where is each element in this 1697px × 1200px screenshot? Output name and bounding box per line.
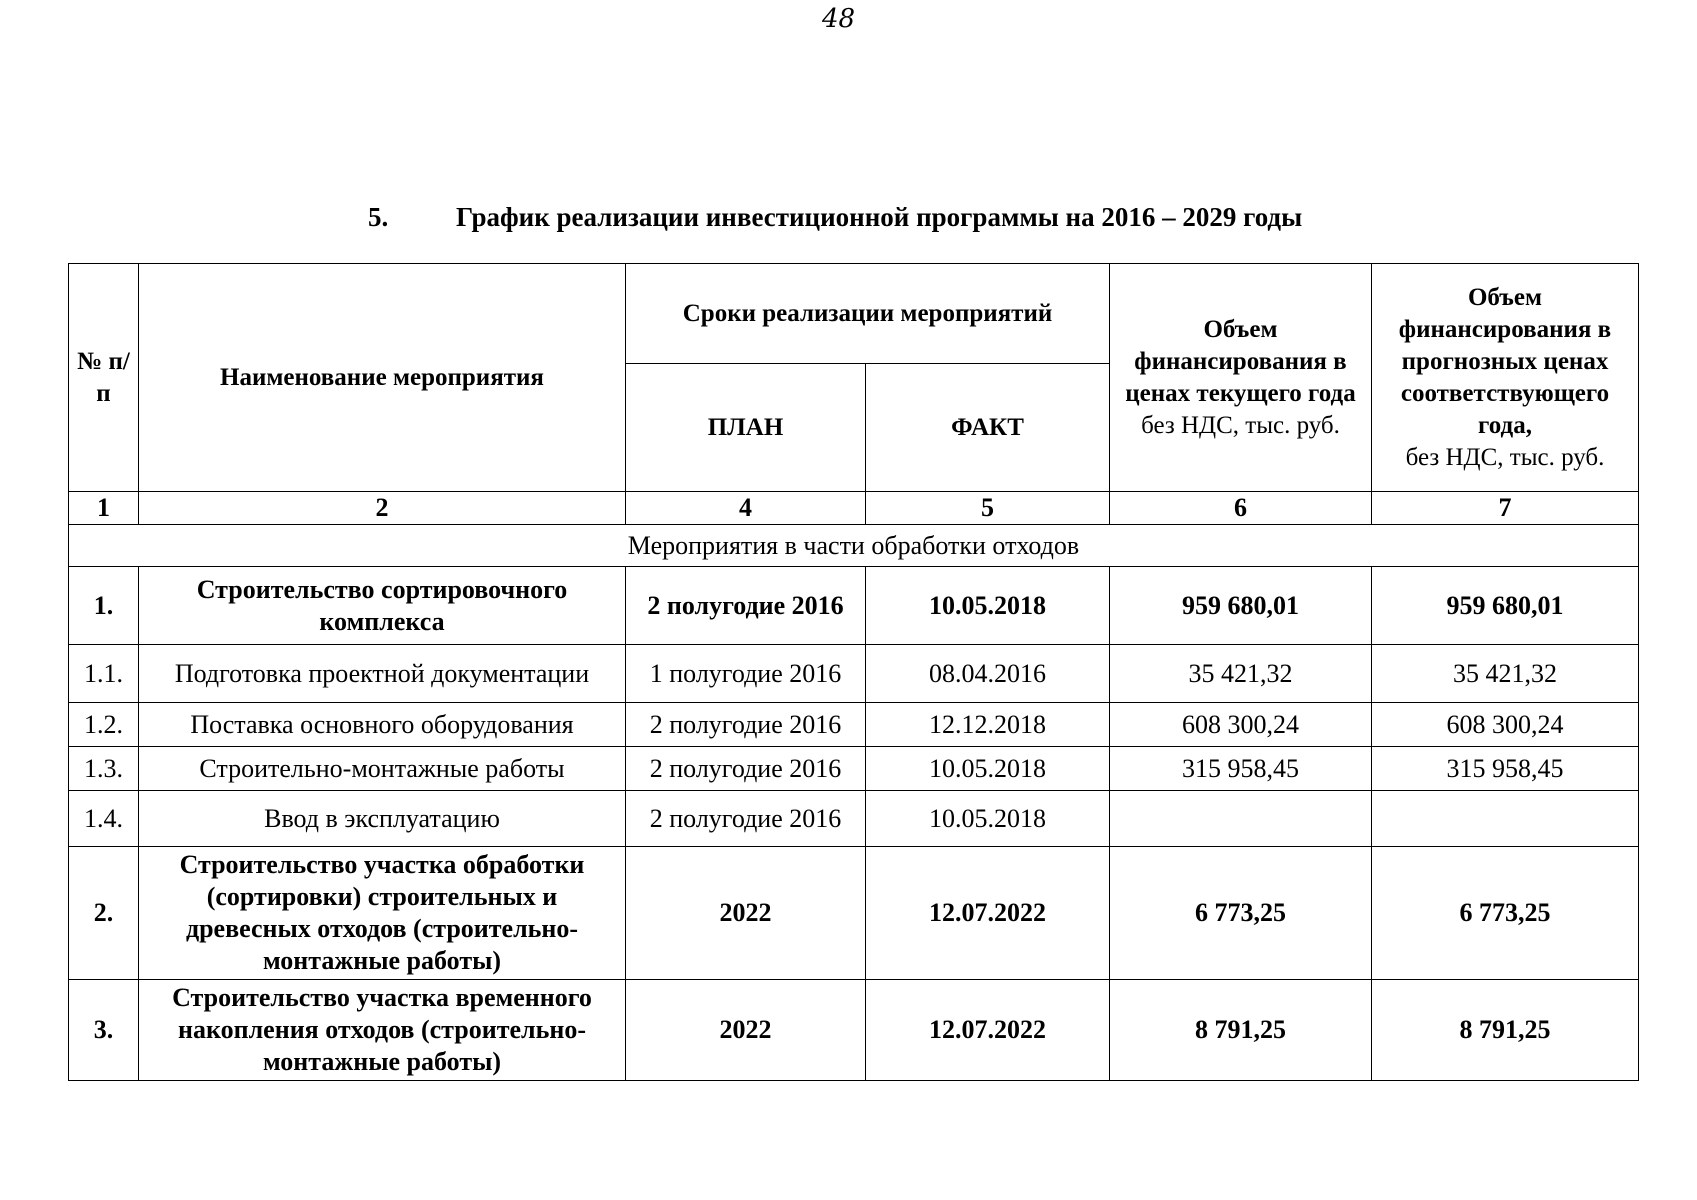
row-fact: 10.05.2018 [866,747,1110,791]
row-fin-current: 959 680,01 [1110,567,1372,645]
section-title [368,202,1302,233]
section-number: 5. [368,202,389,232]
row-fact: 12.12.2018 [866,703,1110,747]
row-fin-current: 8 791,25 [1110,980,1372,1081]
row-fin-forecast: 315 958,45 [1372,747,1639,791]
row-number: 1. [69,567,139,645]
header-fin-forecast-title: Объем финансирования в прогнозных ценах соответствующего года, [1398,283,1612,439]
section-row-label: Мероприятия в части обработки отходов [69,525,1639,567]
header-fact: ФАКТ [866,364,1110,492]
row-fact: 08.04.2016 [866,645,1110,703]
table-row [69,791,1639,847]
table-row [69,703,1639,747]
row-name: Строительно-монтажные работы [139,747,626,791]
row-plan: 1 полугодие 2016 [626,645,866,703]
column-number: 4 [626,492,866,525]
header-fin-current [1110,264,1372,492]
row-plan: 2022 [626,980,866,1081]
header-name: Наименование мероприятия [139,264,626,492]
section-row [69,525,1639,567]
row-plan: 2 полугодие 2016 [626,747,866,791]
column-number: 1 [69,492,139,525]
row-plan: 2022 [626,847,866,980]
row-name: Ввод в эксплуатацию [139,791,626,847]
row-fin-forecast [1372,791,1639,847]
header-fin-current-unit: без НДС, тыс. руб. [1141,411,1340,439]
row-fin-forecast: 608 300,24 [1372,703,1639,747]
row-plan: 2 полугодие 2016 [626,567,866,645]
row-number: 1.1. [69,645,139,703]
row-fin-forecast: 6 773,25 [1372,847,1639,980]
page-number: 48 [822,4,856,34]
table-row [69,567,1639,645]
row-fact: 12.07.2022 [866,980,1110,1081]
row-name: Строительство сортировочного комплекса [139,567,626,645]
row-fin-forecast: 959 680,01 [1372,567,1639,645]
header-fin-current-title: Объем финансирования в ценах текущего года [1125,315,1356,407]
column-number: 7 [1372,492,1639,525]
header-plan: ПЛАН [626,364,866,492]
header-terms: Сроки реализации мероприятий [626,264,1110,364]
column-number: 5 [866,492,1110,525]
header-fin-forecast-unit: без НДС, тыс. руб. [1405,443,1605,471]
row-number: 1.4. [69,791,139,847]
investment-schedule-table [68,263,1639,1081]
row-number: 1.2. [69,703,139,747]
column-number: 6 [1110,492,1372,525]
table-row [69,847,1639,980]
row-fin-forecast: 35 421,32 [1372,645,1639,703]
row-number: 1.3. [69,747,139,791]
row-fin-current: 6 773,25 [1110,847,1372,980]
row-fact: 10.05.2018 [866,791,1110,847]
row-name: Строительство участка временного накопления отходов (строительно-монтажные работы) [139,980,626,1081]
row-fin-current: 315 958,45 [1110,747,1372,791]
row-fin-forecast: 8 791,25 [1372,980,1639,1081]
header-fin-forecast [1372,264,1639,492]
row-fin-current: 35 421,32 [1110,645,1372,703]
column-number: 2 [139,492,626,525]
row-fin-current [1110,791,1372,847]
section-heading: График реализации инвестиционной программы на 2016 – 2029 годы [456,202,1303,232]
row-plan: 2 полугодие 2016 [626,791,866,847]
row-name: Поставка основного оборудования [139,703,626,747]
row-fact: 10.05.2018 [866,567,1110,645]
row-plan: 2 полугодие 2016 [626,703,866,747]
header-num: № п/п [69,264,139,492]
row-fin-current: 608 300,24 [1110,703,1372,747]
column-numbers-row [69,492,1639,525]
row-name: Строительство участка обработки (сортировки) строительных и древесных отходов (строительно-монтажные работы) [139,847,626,980]
row-number: 2. [69,847,139,980]
table-row [69,980,1639,1081]
row-number: 3. [69,980,139,1081]
row-name: Подготовка проектной документации [139,645,626,703]
table-row [69,747,1639,791]
row-fact: 12.07.2022 [866,847,1110,980]
table-row [69,645,1639,703]
